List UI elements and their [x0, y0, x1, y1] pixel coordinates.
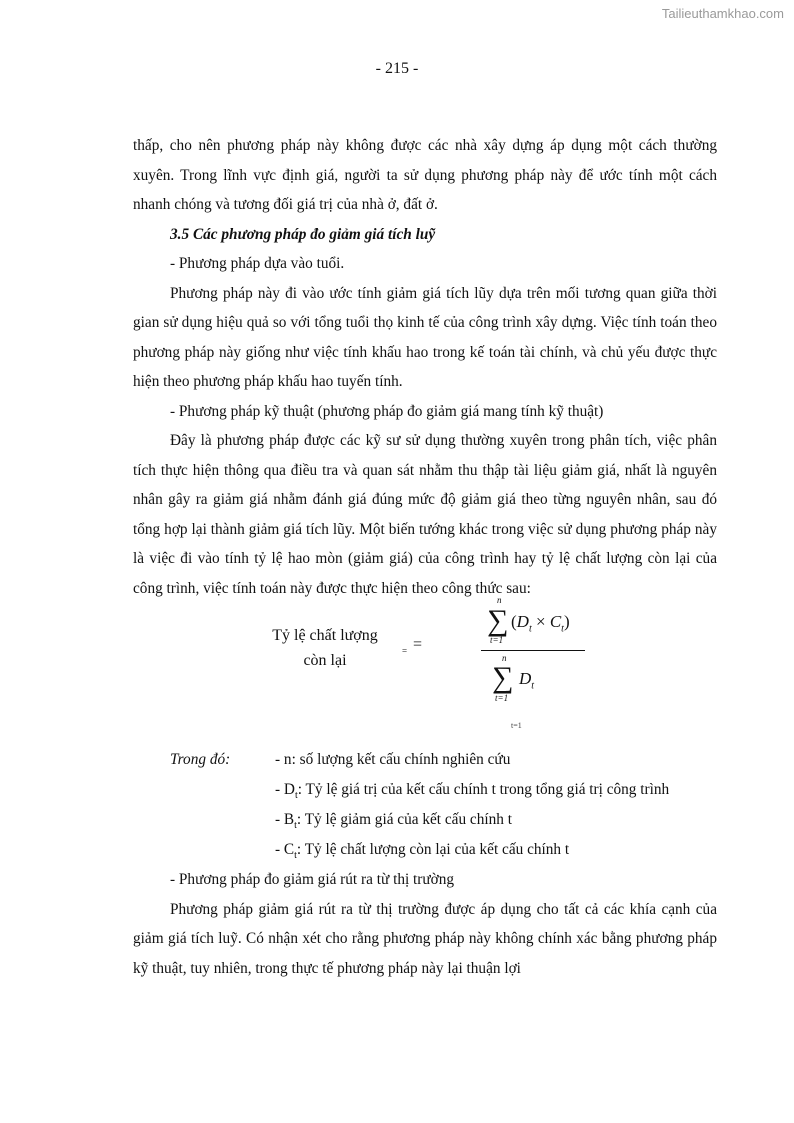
definition-d-subscript: t	[294, 790, 298, 802]
stray-mark: t=1	[511, 721, 522, 730]
d-subscript: t	[531, 680, 535, 692]
definition-n: - n: số lượng kết cấu chính nghiên cứu	[275, 751, 511, 768]
small-equals: =	[402, 646, 408, 656]
definition-row-c	[133, 835, 717, 865]
d-variable: D	[516, 612, 529, 631]
paragraph-5: Đây là phương pháp được các kỹ sư sử dụng thường xuyên trong phân tích, việc phân tích thực hiện thông qua điều tra và quan sát nhằm thu thập tài liệu giảm giá, nhất là nguyên nhân gây ra giảm giá nhằm đánh giá đúng mức độ giảm giá theo từng nguyên nhân, sau đó tổng hợp lại thành giảm giá tích lũy. Một biến tướng khác trong việc sử dụng phương pháp này là việc đi vào tính tỷ lệ hao mòn (giảm giá) của công trình hay tỷ lệ chất lượng còn lại của công trình, việc tính toán này được thực hiện theo công thức sau:	[133, 432, 717, 597]
d-variable: D	[519, 669, 532, 688]
definitions-label: Trong đó:	[170, 751, 231, 768]
paragraph-3: Phương pháp này đi vào ước tính giảm giá tích lũy dựa trên mối tương quan giữa thời gian sử dụng hiệu quả so với tổng tuổi thọ kinh tế của công trình xây dựng. Việc tính toán theo phương pháp này giống như việc tính khấu hao trong kế toán tài chính, và chủ yếu được thực hiện theo phương pháp khấu hao tuyến tính.	[133, 284, 717, 390]
definition-row-b	[133, 805, 717, 835]
close-paren: )	[563, 612, 570, 631]
definition-b-subscript: t	[294, 820, 297, 832]
denominator-sum-upper: n	[502, 653, 507, 663]
paragraph-2: - Phương pháp dựa vào tuổi.	[170, 255, 345, 272]
c-variable: C	[549, 612, 562, 631]
section-heading: 3.5 Các phương pháp đo giảm giá tích luỹ	[170, 225, 436, 243]
numerator-expression	[511, 612, 570, 634]
denominator-sigma: ∑	[492, 661, 514, 694]
formula	[133, 595, 717, 743]
formula-label-line-2: còn lại	[303, 652, 347, 669]
denominator-expression	[519, 669, 534, 691]
numerator-sum-upper: n	[497, 595, 502, 605]
definition-d-text: : Tỷ lệ giá trị của kết cấu chính t trong tổng giá trị công trình	[297, 781, 670, 798]
definition-c-subscript: t	[294, 850, 297, 862]
formula-label-line-1: Tỷ lệ chất lượng	[272, 627, 378, 644]
page-number: - 215 -	[375, 60, 419, 77]
definition-c-prefix: - C	[275, 841, 295, 858]
definition-d-prefix: - D	[275, 781, 295, 798]
denominator-sum-lower: t=1	[495, 693, 509, 703]
watermark: Tailieuthamkhao.com	[661, 6, 784, 21]
paragraph-1: thấp, cho nên phương pháp này không được các nhà xây dựng áp dụng một cách thường xuyên. Trong lĩnh vực định giá, người ta sử dụng phương pháp này để ước tính một cách nhanh chóng và tương đối giá trị của nhà ở, đất ở.	[133, 137, 717, 213]
equals-sign: =	[413, 636, 423, 653]
definition-b-prefix: - B	[275, 811, 295, 828]
definition-row-n	[133, 745, 717, 775]
definition-c-text: : Tỷ lệ chất lượng còn lại của kết cấu chính t	[296, 841, 570, 858]
c-subscript: t	[561, 623, 564, 635]
paragraph-6: - Phương pháp đo giảm giá rút ra từ thị trường	[170, 871, 455, 888]
d-subscript: t	[528, 623, 532, 635]
open-paren: (	[511, 612, 517, 631]
definitions	[133, 745, 717, 865]
denominator	[481, 651, 601, 705]
definition-row-d	[133, 775, 717, 805]
numerator	[481, 595, 601, 649]
times-sign: ×	[535, 612, 546, 631]
definition-b-text: : Tỷ lệ giảm giá của kết cấu chính t	[296, 811, 512, 828]
numerator-sigma: ∑	[487, 604, 509, 637]
numerator-sum-lower: t=1	[490, 635, 504, 645]
paragraph-7: Phương pháp giảm giá rút ra từ thị trường được áp dụng cho tất cả các khía cạnh của giảm giá tích luỹ. Có nhận xét cho rằng phương pháp này không chính xác bằng phương pháp kỹ thuật, tuy nhiên, trong thực tế phương pháp này lại thuận lợi	[133, 900, 717, 977]
formula-label	[265, 623, 385, 673]
page-body	[133, 131, 717, 983]
definition-c	[275, 835, 569, 871]
paragraph-4: - Phương pháp kỹ thuật (phương pháp đo giảm giá mang tính kỹ thuật)	[170, 402, 604, 420]
